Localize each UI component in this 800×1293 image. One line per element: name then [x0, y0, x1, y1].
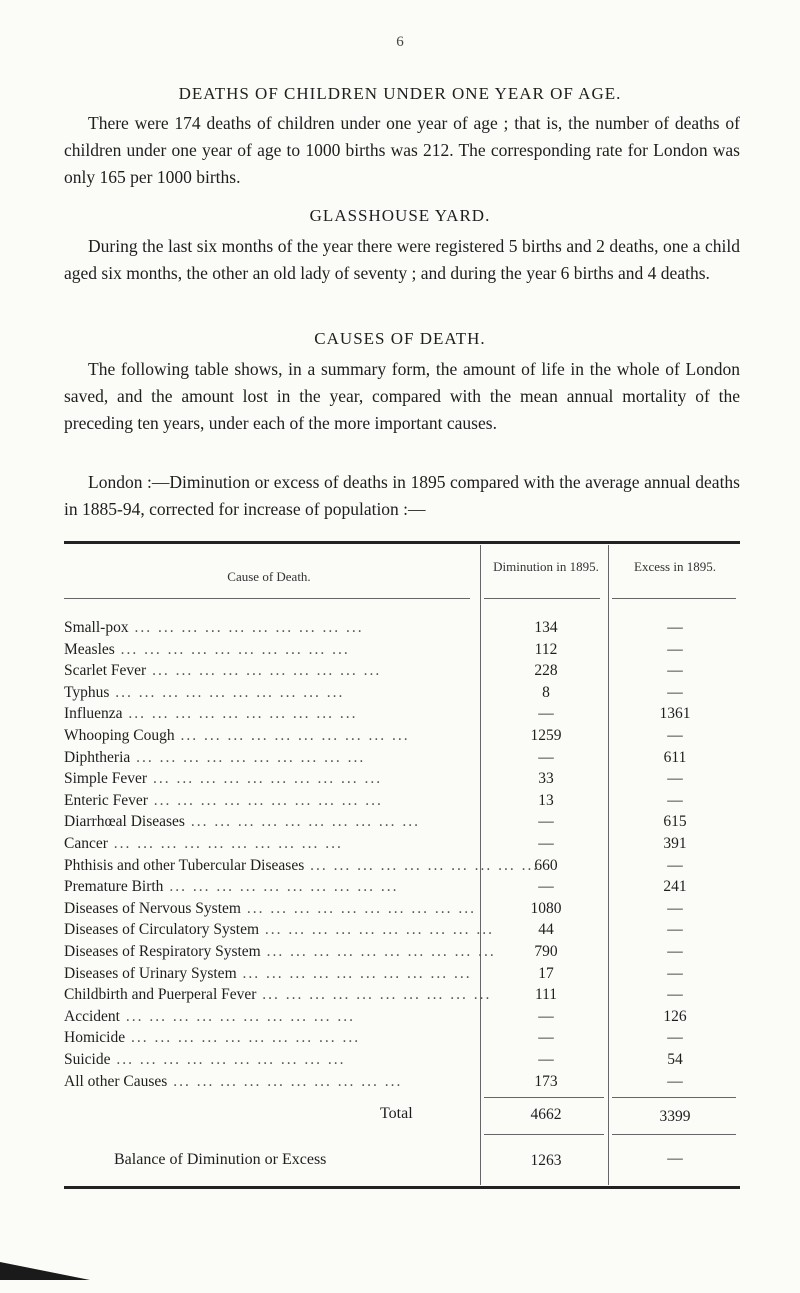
cause-cell — [64, 856, 540, 875]
diminution-cell: 228 — [534, 662, 558, 680]
excess-cell: — — [667, 964, 683, 982]
diminution-cell: 33 — [538, 770, 554, 788]
table-row — [64, 1029, 740, 1050]
diminution-cell: 1259 — [530, 727, 562, 744]
cause-name: Diseases of Respiratory System — [64, 943, 261, 960]
cause-cell — [64, 921, 495, 939]
total-diminution: 4662 — [530, 1106, 562, 1123]
table-row — [64, 900, 740, 921]
cause-name: Simple Fever — [64, 770, 148, 788]
excess-cell: — — [667, 1029, 683, 1047]
cause-cell — [64, 1029, 474, 1047]
balance-rule-diminution — [484, 1134, 604, 1135]
heading-infant-deaths: DEATHS OF CHILDREN UNDER ONE YEAR OF AGE. — [178, 84, 622, 103]
cause-name: Homicide — [64, 1029, 126, 1047]
cause-cell — [64, 641, 474, 659]
leader-dots: ... ... ... ... ... ... ... ... ... ... — [107, 835, 343, 852]
excess-cell: 615 — [663, 813, 687, 831]
diminution-cell: 44 — [538, 921, 554, 939]
cause-name: Suicide — [64, 1051, 111, 1068]
leader-dots: ... ... ... ... ... ... ... ... ... ... — [130, 748, 366, 766]
header-rule-diminution — [484, 598, 600, 599]
leader-dots: ... ... ... ... ... ... ... ... ... ... — [122, 705, 358, 723]
balance-label: Balance of Diminution or Excess — [114, 1151, 327, 1168]
leader-dots: ... ... ... ... ... ... ... ... ... ... — [128, 619, 364, 636]
cause-cell — [64, 684, 474, 702]
leader-dots: ... ... ... ... ... ... ... ... ... ... — [147, 770, 383, 788]
diminution-cell: — — [538, 705, 554, 723]
diminution-cell: 112 — [534, 640, 558, 658]
cause-cell — [64, 1008, 474, 1026]
leader-dots: ... ... ... ... ... ... ... ... ... ... — [236, 964, 472, 982]
cause-name: Small-pox — [64, 619, 129, 636]
cause-cell — [64, 705, 474, 723]
cause-name: Diseases of Circulatory System — [64, 921, 260, 939]
balance-diminution: 1263 — [530, 1152, 562, 1169]
balance-excess: — — [667, 1150, 683, 1167]
cause-cell — [64, 878, 474, 896]
table-bottom-rule — [64, 1186, 740, 1189]
cause-cell — [64, 727, 474, 745]
excess-cell: 391 — [663, 835, 687, 852]
diminution-cell: — — [538, 1007, 554, 1025]
cause-cell — [64, 619, 474, 637]
cause-cell — [64, 813, 474, 831]
diminution-cell: 17 — [538, 964, 554, 982]
excess-cell: — — [667, 943, 683, 960]
cause-cell — [64, 965, 474, 983]
cause-name: Diseases of Urinary System — [64, 964, 237, 982]
leader-dots: ... ... ... ... ... ... ... ... ... ... — [259, 921, 495, 939]
paragraph-table-intro: The following table shows, in a summary form, the amount of life in the whole of London saved, and the amount lost in the year, compared with the mean annual mortality of the preceding ten years, under each of the more important causes. — [64, 359, 740, 433]
excess-cell: — — [667, 791, 683, 809]
cause-name: Enteric Fever — [64, 791, 148, 809]
total-rule-excess — [612, 1097, 736, 1098]
leader-dots: ... ... ... ... ... ... ... ... ... ... — [256, 986, 492, 1004]
table-row — [64, 619, 740, 640]
leader-dots: ... ... ... ... ... ... ... ... ... ... — [174, 727, 410, 744]
cause-cell — [64, 986, 492, 1004]
excess-cell: — — [667, 899, 683, 917]
header-cause: Cause of Death. — [227, 569, 311, 584]
total-excess: 3399 — [659, 1108, 691, 1125]
cause-cell — [64, 835, 474, 853]
heading-glasshouse-yard: GLASSHOUSE YARD. — [309, 206, 491, 225]
leader-dots: ... ... ... ... ... ... ... ... ... ... — [119, 1007, 355, 1025]
cause-name: Typhus — [64, 683, 110, 701]
excess-cell: — — [667, 986, 683, 1004]
header-rule-cause — [64, 598, 470, 599]
cause-cell — [64, 749, 474, 767]
paragraph-infant-deaths: There were 174 deaths of children under one year of age ; that is, the number of deaths of children under one year of age to 1000 births was 212. The corresponding rate for London was only 165 per 1000 births. — [64, 113, 740, 187]
header-diminution: Diminution in 1895. — [493, 559, 599, 574]
table-row — [64, 943, 740, 964]
table-row — [64, 1073, 740, 1094]
table-row — [64, 770, 740, 791]
diminution-cell: — — [538, 1051, 554, 1068]
table-row — [64, 662, 740, 683]
table-row — [64, 1051, 740, 1072]
cause-name: All other Causes — [64, 1072, 168, 1090]
header-excess: Excess in 1895. — [634, 559, 716, 574]
leader-dots: ... ... ... ... ... ... ... ... ... ... — [163, 878, 399, 896]
balance-rule-excess — [612, 1134, 736, 1135]
cause-cell — [64, 1073, 474, 1091]
cause-name: Measles — [64, 640, 115, 658]
leader-dots: ... ... ... ... ... ... ... ... ... ... — [110, 1051, 346, 1068]
cause-name: Cancer — [64, 835, 108, 852]
excess-cell: — — [667, 683, 683, 701]
excess-cell: 241 — [663, 878, 687, 896]
cause-name: Diseases of Nervous System — [64, 899, 241, 917]
diminution-cell: 13 — [538, 791, 554, 809]
excess-cell: — — [667, 921, 683, 939]
table-row — [64, 641, 740, 662]
excess-cell: — — [667, 770, 683, 788]
excess-cell: 126 — [663, 1007, 687, 1025]
table-row — [64, 727, 740, 748]
cause-cell — [64, 792, 474, 810]
table-row — [64, 965, 740, 986]
excess-cell: 611 — [663, 748, 687, 766]
cause-name: Premature Birth — [64, 878, 164, 896]
diminution-cell: 8 — [542, 683, 550, 701]
excess-cell: — — [667, 1072, 683, 1090]
leader-dots: ... ... ... ... ... ... ... ... ... ... — [114, 640, 350, 658]
excess-cell: — — [667, 619, 683, 636]
table-row — [64, 857, 740, 878]
header-rule-excess — [612, 598, 736, 599]
leader-dots: ... ... ... ... ... ... ... ... ... ... — [260, 943, 496, 960]
leader-dots: ... ... ... ... ... ... ... ... ... ... — [304, 856, 540, 874]
leader-dots: ... ... ... ... ... ... ... ... ... ... — [125, 1029, 361, 1047]
diminution-cell: 173 — [534, 1072, 558, 1090]
page-corner-shadow — [0, 1262, 90, 1280]
excess-cell: — — [667, 727, 683, 744]
cause-cell — [64, 662, 474, 680]
table-row — [64, 986, 740, 1007]
cause-name: Diphtheria — [64, 748, 131, 766]
table-row — [64, 1008, 740, 1029]
cause-name: Influenza — [64, 705, 123, 723]
diminution-cell: 660 — [534, 856, 558, 874]
paragraph-london-comparison: London :—Diminution or excess of deaths in 1895 compared with the average annual deaths in 1885-94, corrected for increase of population :— — [64, 472, 740, 519]
cause-name: Whooping Cough — [64, 727, 175, 744]
excess-cell: 1361 — [659, 705, 691, 723]
total-label: Total — [380, 1105, 413, 1122]
cause-cell — [64, 900, 474, 918]
diminution-cell: 790 — [534, 943, 558, 960]
leader-dots: ... ... ... ... ... ... ... ... ... ... — [109, 683, 345, 701]
table-row — [64, 705, 740, 726]
heading-causes-of-death: CAUSES OF DEATH. — [314, 329, 486, 348]
table-row — [64, 684, 740, 705]
excess-cell: — — [667, 662, 683, 680]
diminution-cell: — — [538, 835, 554, 852]
table-top-rule — [64, 541, 740, 544]
diminution-cell: 111 — [534, 986, 558, 1004]
leader-dots: ... ... ... ... ... ... ... ... ... ... — [147, 791, 383, 809]
leader-dots: ... ... ... ... ... ... ... ... ... ... — [240, 899, 476, 917]
excess-cell: 54 — [667, 1051, 683, 1068]
table-row — [64, 921, 740, 942]
table-row — [64, 813, 740, 834]
diminution-cell: — — [538, 878, 554, 896]
paragraph-glasshouse-yard: During the last six months of the year there were registered 5 births and 2 deaths, one a child aged six months, the other an old lady of seventy ; and during the year 6 births and 4 deaths. — [64, 236, 740, 283]
diminution-cell: — — [538, 748, 554, 766]
leader-dots: ... ... ... ... ... ... ... ... ... ... — [167, 1072, 403, 1090]
diminution-cell: 1080 — [530, 899, 562, 917]
leader-dots: ... ... ... ... ... ... ... ... ... ... — [184, 813, 420, 831]
diminution-cell: — — [538, 813, 554, 831]
total-rule-diminution — [484, 1097, 604, 1098]
excess-cell: — — [667, 856, 683, 874]
excess-cell: — — [667, 640, 683, 658]
table-row — [64, 792, 740, 813]
cause-name: Childbirth and Puerperal Fever — [64, 986, 257, 1004]
page-number: 6 — [396, 34, 404, 50]
cause-name: Diarrhœal Diseases — [64, 813, 185, 831]
diminution-cell: — — [538, 1029, 554, 1047]
leader-dots: ... ... ... ... ... ... ... ... ... ... — [146, 662, 382, 680]
cause-cell — [64, 943, 496, 961]
cause-cell — [64, 1051, 474, 1069]
table-row — [64, 749, 740, 770]
table-row — [64, 878, 740, 899]
table-row — [64, 835, 740, 856]
cause-name: Scarlet Fever — [64, 662, 147, 680]
cause-name: Phthisis and other Tubercular Diseases — [64, 856, 305, 874]
diminution-cell: 134 — [534, 619, 558, 636]
cause-name: Accident — [64, 1007, 120, 1025]
cause-cell — [64, 770, 474, 788]
